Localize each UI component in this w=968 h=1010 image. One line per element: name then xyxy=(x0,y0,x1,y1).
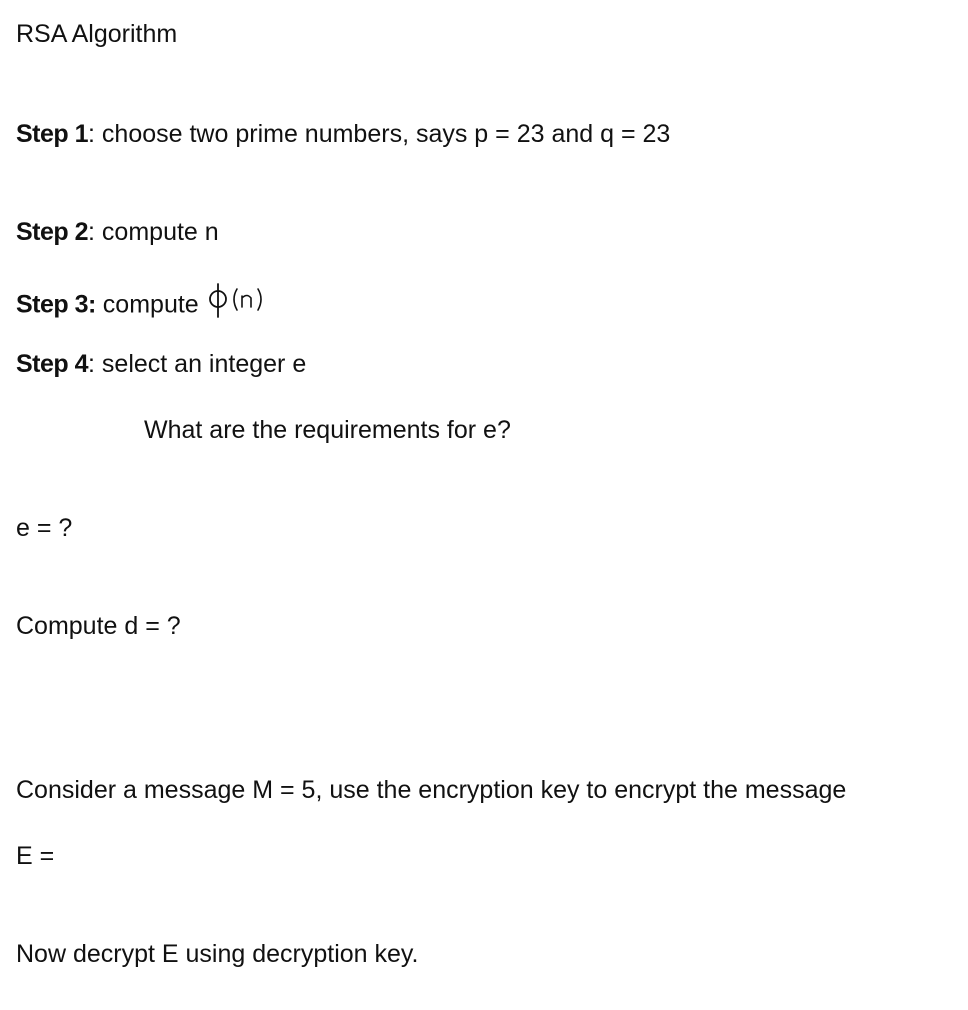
step-3-label: Step 3: xyxy=(16,290,96,319)
step-1-text: choose two prime numbers, says p = 23 and q = 23 xyxy=(94,120,671,148)
step-2-separator: : xyxy=(88,218,95,246)
step-4-text: select an integer e xyxy=(94,350,307,378)
encrypted-value-line: E = xyxy=(16,842,55,870)
step-3 xyxy=(16,282,271,330)
step-1 xyxy=(16,118,670,150)
step-1-separator: : xyxy=(88,120,95,148)
phi-of-n-handwritten-icon xyxy=(207,280,271,328)
decrypt-prompt: Now decrypt E using decryption key. xyxy=(16,940,419,968)
step-2 xyxy=(16,216,219,248)
document-title: RSA Algorithm xyxy=(16,20,178,48)
step-1-label: Step 1 xyxy=(16,120,89,148)
step-4 xyxy=(16,348,306,380)
requirements-question: What are the requirements for e? xyxy=(144,416,511,444)
message-prompt: Consider a message M = 5, use the encryption key to encrypt the message xyxy=(16,776,847,804)
step-2-text: compute n xyxy=(94,218,219,246)
step-4-label: Step 4 xyxy=(16,350,89,378)
e-value-line: e = ? xyxy=(16,514,73,542)
step-4-separator: : xyxy=(88,350,95,378)
compute-d-line: Compute d = ? xyxy=(16,612,181,640)
step-3-text: compute xyxy=(95,290,199,319)
step-2-label: Step 2 xyxy=(16,218,89,246)
